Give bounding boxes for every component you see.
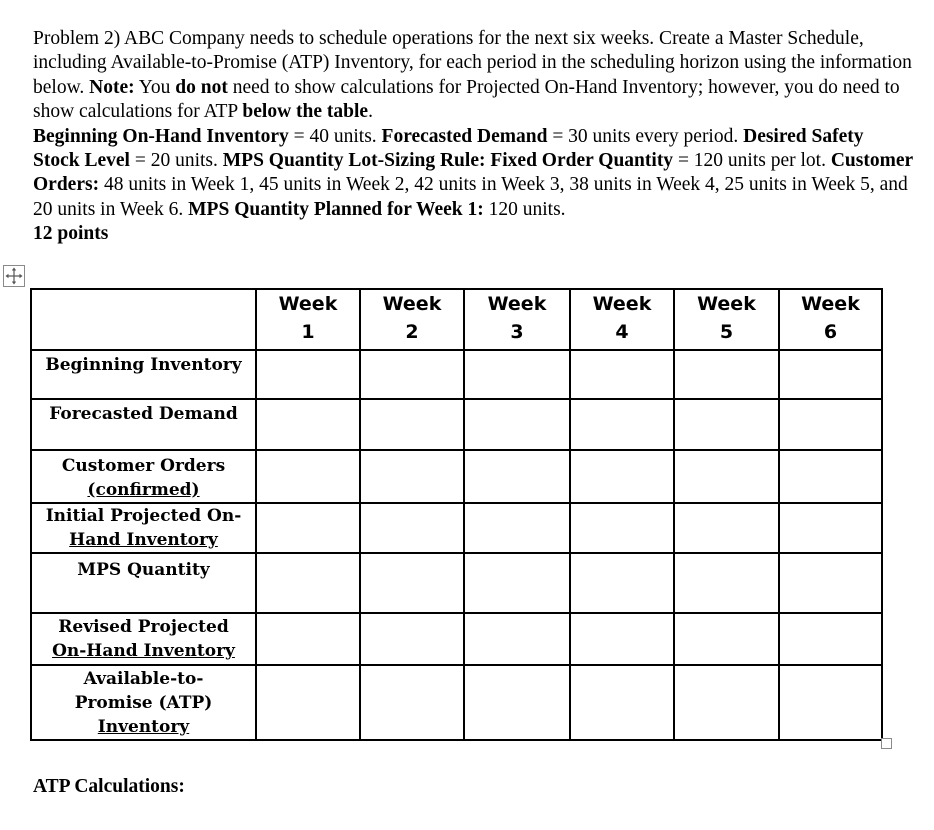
table-cell[interactable] <box>779 450 882 503</box>
table-row <box>31 399 882 450</box>
points-label: 12 points <box>33 223 109 245</box>
table-cell[interactable] <box>464 665 570 740</box>
beginning-inventory-label: Beginning On-Hand Inventory <box>33 125 289 147</box>
table-cell[interactable] <box>256 350 360 399</box>
week-word: Week <box>697 293 756 315</box>
mps-planned-value: 120 units. <box>483 198 566 220</box>
table-cell[interactable] <box>256 613 360 665</box>
master-schedule-table <box>30 288 883 741</box>
row-label-text: Promise (ATP) <box>74 693 213 713</box>
table-cell[interactable] <box>360 450 464 503</box>
week-number: 5 <box>719 321 734 343</box>
table-cell[interactable] <box>674 613 779 665</box>
row-label-text: Hand Inventory <box>69 530 218 550</box>
row-label-text: (confirmed) <box>87 480 200 500</box>
table-cell[interactable] <box>779 665 882 740</box>
forecasted-demand-label: Forecasted Demand <box>381 125 548 147</box>
row-label-available-to-promise[interactable] <box>31 665 256 740</box>
table-cell[interactable] <box>674 399 779 450</box>
table-cell[interactable] <box>360 399 464 450</box>
lot-sizing-value: = 120 units per lot. <box>673 150 831 172</box>
table-cell[interactable] <box>360 553 464 613</box>
week-header[interactable] <box>464 289 570 350</box>
beginning-inventory-value: = 40 units. <box>288 125 382 147</box>
week-word: Week <box>592 293 652 315</box>
table-row <box>31 450 882 503</box>
table-cell[interactable] <box>360 613 464 665</box>
below-table-emphasis: below the table <box>242 101 369 123</box>
week-header[interactable] <box>360 289 464 350</box>
row-label-revised-projected-on-hand[interactable] <box>31 613 256 665</box>
table-cell[interactable] <box>464 613 570 665</box>
table-cell[interactable] <box>570 665 674 740</box>
table-row <box>31 613 882 665</box>
safety-stock-label: Desired Safety Stock Level <box>33 125 864 172</box>
week-number: 2 <box>405 321 419 343</box>
lot-sizing-label: MPS Quantity Lot-Sizing Rule: Fixed Order Quantity <box>222 150 674 172</box>
table-cell[interactable] <box>674 665 779 740</box>
table-cell[interactable] <box>256 503 360 553</box>
table-cell[interactable] <box>256 450 360 503</box>
table-cell[interactable] <box>256 399 360 450</box>
row-label-text: Initial Projected On- <box>45 506 242 526</box>
table-cell[interactable] <box>570 450 674 503</box>
table-row <box>31 503 882 553</box>
forecasted-demand-value: = 30 units every period. <box>547 125 744 147</box>
row-label-forecasted-demand[interactable] <box>31 399 256 450</box>
table-cell[interactable] <box>674 450 779 503</box>
table-cell[interactable] <box>256 665 360 740</box>
table-cell[interactable] <box>570 613 674 665</box>
table-cell[interactable] <box>464 503 570 553</box>
week-header[interactable] <box>570 289 674 350</box>
table-resize-handle-icon[interactable] <box>881 738 892 749</box>
week-number: 4 <box>615 321 629 343</box>
table-cell[interactable] <box>779 350 882 399</box>
week-word: Week <box>487 293 547 315</box>
row-label-text: Forecasted Demand <box>49 404 238 424</box>
row-label-mps-quantity[interactable] <box>31 553 256 613</box>
table-cell[interactable] <box>464 350 570 399</box>
table-cell[interactable] <box>360 665 464 740</box>
do-not-emphasis: do not <box>175 76 228 98</box>
week-header[interactable] <box>256 289 360 350</box>
customer-orders-value: 48 units in Week 1, 45 units in Week 2, 42 units in Week 3, 38 units in Week 4, 25 units in Week 5, and 20 units in Week 6. <box>33 174 908 220</box>
table-row <box>31 350 882 399</box>
row-label-text: On-Hand Inventory <box>52 641 235 661</box>
atp-calculations-label: ATP Calculations: <box>33 776 185 797</box>
customer-orders-label: Customer Orders: <box>33 150 913 196</box>
row-label-customer-orders[interactable] <box>31 450 256 503</box>
row-label-text: Inventory <box>97 717 190 737</box>
table-cell[interactable] <box>779 613 882 665</box>
week-header[interactable] <box>674 289 779 350</box>
header-row <box>31 289 882 350</box>
week-word: Week <box>278 293 338 315</box>
row-label-text: Available-to- <box>83 669 204 689</box>
header-corner-cell[interactable] <box>31 289 256 350</box>
table-cell[interactable] <box>464 399 570 450</box>
table-cell[interactable] <box>464 450 570 503</box>
problem-statement <box>33 27 913 247</box>
table-cell[interactable] <box>570 503 674 553</box>
table-cell[interactable] <box>779 553 882 613</box>
week-number: 6 <box>823 321 838 343</box>
table-cell[interactable] <box>570 350 674 399</box>
table-cell[interactable] <box>674 350 779 399</box>
problem-text: need to show calculations for Projected On-Hand Inventory; however, you do need to show calculations for ATP <box>33 76 900 123</box>
row-label-text: MPS Quantity <box>77 560 210 580</box>
table-cell[interactable] <box>779 503 882 553</box>
week-header[interactable] <box>779 289 882 350</box>
week-number: 1 <box>301 321 315 343</box>
table-cell[interactable] <box>464 553 570 613</box>
week-number: 3 <box>510 321 524 343</box>
row-label-text: Revised Projected <box>58 617 229 637</box>
table-row <box>31 665 882 740</box>
problem-text: . <box>368 101 373 123</box>
mps-planned-label: MPS Quantity Planned for Week 1: <box>188 198 484 220</box>
week-word: Week <box>801 293 860 315</box>
problem-intro: Problem 2) ABC Company needs to schedule operations for the next six weeks. Create a Master Schedule, including Available-to-Promise (ATP) Inventory, for each period in the scheduling horizon using the information below. <box>33 28 912 98</box>
table-cell[interactable] <box>360 503 464 553</box>
table-cell[interactable] <box>674 503 779 553</box>
problem-text: You <box>134 76 176 98</box>
row-label-initial-projected-on-hand[interactable] <box>31 503 256 553</box>
row-label-beginning-inventory[interactable] <box>31 350 256 399</box>
safety-stock-value: = 20 units. <box>129 150 223 172</box>
table-move-handle-icon[interactable] <box>3 265 25 287</box>
table-cell[interactable] <box>256 553 360 613</box>
table-cell[interactable] <box>674 553 779 613</box>
table-row <box>31 553 882 613</box>
table-cell[interactable] <box>360 350 464 399</box>
week-word: Week <box>382 293 442 315</box>
table-cell[interactable] <box>779 399 882 450</box>
row-label-text: Beginning Inventory <box>45 355 242 375</box>
table-cell[interactable] <box>570 399 674 450</box>
table-cell[interactable] <box>570 553 674 613</box>
row-label-text: Customer Orders <box>61 456 226 476</box>
note-label: Note: <box>89 76 135 98</box>
